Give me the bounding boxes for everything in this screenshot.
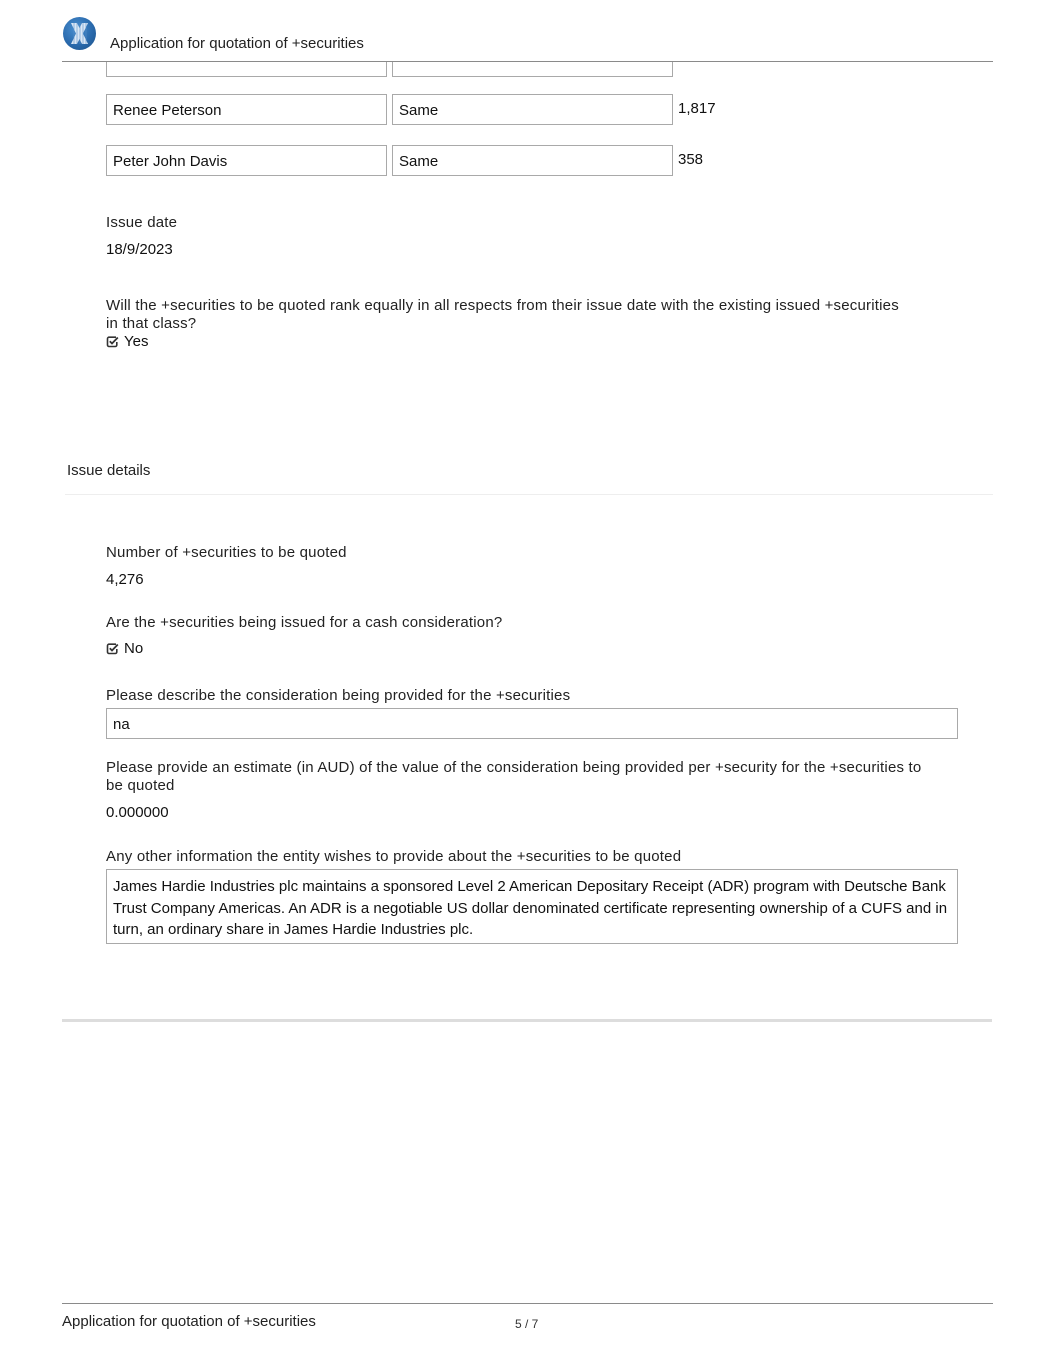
cash-consideration-answer [106,640,143,657]
checkbox-checked-icon [106,642,119,655]
asx-logo-icon [63,17,96,50]
holder-same-field: Same [392,94,673,125]
checkbox-checked-icon [106,335,119,348]
section-end-divider [62,1019,992,1022]
cash-consideration-question: Are the +securities being issued for a cash consideration? [106,614,503,631]
estimate-label: Please provide an estimate (in AUD) of the value of the consideration being provided per +security for the +securities to be quoted [106,759,922,794]
holder-same-field: Same [392,145,673,176]
issue-date-value: 18/9/2023 [106,241,173,258]
cash-consideration-answer-text: No [124,640,144,657]
consideration-label: Please describe the consideration being provided for the +securities [106,687,571,704]
rank-equally-question: Will the +securities to be quoted rank equally in all respects from their issue date with the existing issued +securities in that class? [106,297,899,332]
other-info-label: Any other information the entity wishes to provide about the +securities to be quoted [106,848,682,865]
estimate-value: 0.000000 [106,804,169,821]
holder-amount: 358 [678,151,704,168]
holder-name-field: Peter John Davis [106,145,387,176]
holder-name-field [106,62,387,77]
holder-same-field [392,62,673,77]
number-securities-value: 4,276 [106,571,144,588]
page-header [62,16,993,62]
number-securities-label: Number of +securities to be quoted [106,544,347,561]
section-title-issue-details: Issue details [67,462,151,479]
issue-date-label: Issue date [106,214,178,231]
header-title: Application for quotation of +securities [110,35,364,52]
section-divider [65,494,993,495]
consideration-field: na [106,708,958,739]
rank-equally-answer-text: Yes [124,333,149,350]
rank-equally-answer [106,333,148,350]
footer-title: Application for quotation of +securities [62,1313,316,1330]
holder-amount: 1,817 [678,100,716,117]
page-number: 5 / 7 [515,1317,539,1331]
other-info-field: James Hardie Industries plc maintains a sponsored Level 2 American Depositary Receipt (ADR) program with Deutsche Bank Trust Company Americas. An ADR is a negotiable US dollar denominated certificate representing ownership of a CUFS and in turn, an ordinary share in James Hardie Industries plc. [106,869,958,944]
footer-divider [62,1303,993,1304]
holder-name-field: Renee Peterson [106,94,387,125]
